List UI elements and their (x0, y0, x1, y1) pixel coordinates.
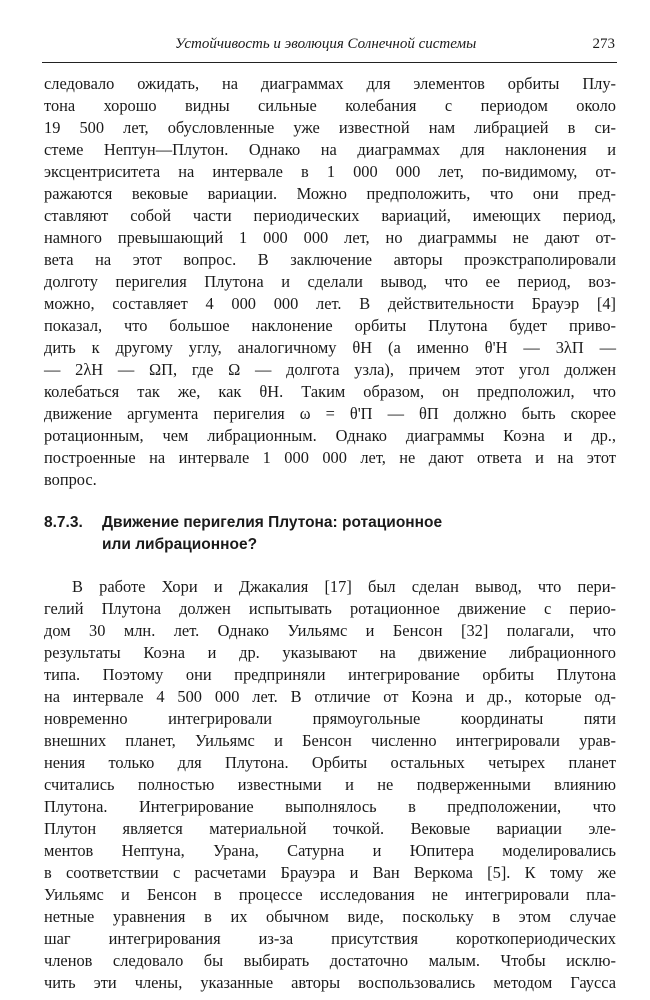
text-line: внешних планет, Уильямс и Бенсон численно интегрировали урав- (44, 731, 616, 750)
section-number: 8.7.3. (44, 514, 83, 531)
text-line: чить эти члены, указанные авторы воспользовались методом Гаусса (44, 973, 616, 992)
text-line: стеме Нептун—Плутон. Однако на диаграммах для наклонения и (44, 140, 616, 159)
text-line: считались полностью известными и не подверженными влиянию (44, 775, 616, 794)
text-line: долготу перигелия Плутона и сделали вывод, что ее период, воз- (44, 272, 616, 291)
text-line: ставляют собой части периодических вариаций, имеющих период, (44, 206, 616, 225)
text-line: — 2λН — ΩП, где Ω — долгота узла), причем этот угол должен (44, 360, 616, 379)
text-line: В работе Хори и Джакалия [17] был сделан вывод, что пери- (72, 577, 616, 596)
text-line: в соответствии с расчетами Брауэра и Ван Веркома [5]. К тому же (44, 863, 616, 882)
text-line: 19 500 лет, обусловленные уже известной нам либрацией в си- (44, 118, 616, 137)
text-line: движение аргумента перигелия ω = θ'П — θП должно быть скорее (44, 404, 616, 423)
running-header (175, 36, 615, 58)
page-number: 273 (592, 36, 615, 52)
section-heading-line-1 (44, 512, 442, 534)
text-line: колебаться так же, как θH. Таким образом, он предположил, что (44, 382, 616, 401)
text-line: вопрос. (44, 470, 97, 489)
text-line: на интервале 4 500 000 лет. В отличие от Коэна и др., которые од- (44, 687, 616, 706)
text-line: членов следовало бы выбирать достаточно малым. Чтобы исклю- (44, 951, 616, 970)
text-line: можно, составляет 4 000 000 лет. В действительности Брауэр [4] (44, 294, 616, 313)
text-line: построенные на интервале 1 000 000 лет, не дают ответа и на этот (44, 448, 616, 467)
running-title: Устойчивость и эволюция Солнечной системы (175, 36, 477, 52)
text-line: нетные уравнения в их обычном виде, поскольку в этом случае (44, 907, 616, 926)
text-line: эксцентриситета на интервале в 1 000 000 лет, по-видимому, от- (44, 162, 616, 181)
text-line: шаг интегрирования из-за присутствия короткопериодических (44, 929, 616, 948)
text-line: ражаются вековые вариации. Можно предположить, что они пред- (44, 184, 616, 203)
text-line: ментов Нептуна, Урана, Сатурна и Юпитера моделировались (44, 841, 616, 860)
text-line: гелий Плутона должен испытывать ротационное движение с перио- (44, 599, 616, 618)
text-line: Плутона. Интегрирование выполнялось в предположении, что (44, 797, 616, 816)
text-line: следовало ожидать, на диаграммах для элементов орбиты Плу- (44, 74, 616, 93)
text-line: Уильямс и Бенсон в процессе исследования не интегрировали пла- (44, 885, 616, 904)
header-rule (42, 62, 617, 63)
text-line: новременно интегрировали прямоугольные координаты пяти (44, 709, 616, 728)
text-line: ротационным, чем либрационным. Однако диаграммы Коэна и др., (44, 426, 616, 445)
text-line: дить к другому углу, аналогичному θH (а именно θ'H — 3λП — (44, 338, 616, 357)
text-line: тона хорошо видны сильные колебания с периодом около (44, 96, 616, 115)
section-title-line-1: Движение перигелия Плутона: ротационное (102, 514, 443, 531)
section-title-line-2: или либрационное? (102, 536, 258, 553)
text-line: нения только для Плутона. Орбиты остальных четырех планет (44, 753, 616, 772)
text-line: намного превышающий 1 000 000 лет, но диаграммы не дают от- (44, 228, 616, 247)
text-line: Плутон является материальной точкой. Вековые вариации эле- (44, 819, 616, 838)
text-line: дом 30 млн. лет. Однако Уильямс и Бенсон [32] полагали, что (44, 621, 616, 640)
text-line: типа. Поэтому они предприняли интегрирование орбиты Плутона (44, 665, 616, 684)
text-line: показал, что большое наклонение орбиты Плутона будет приво- (44, 316, 616, 335)
text-line: вета на этот вопрос. В заключение авторы проэкстраполировали (44, 250, 616, 269)
text-line: результаты Коэна и др. указывают на движение либрационного (44, 643, 616, 662)
